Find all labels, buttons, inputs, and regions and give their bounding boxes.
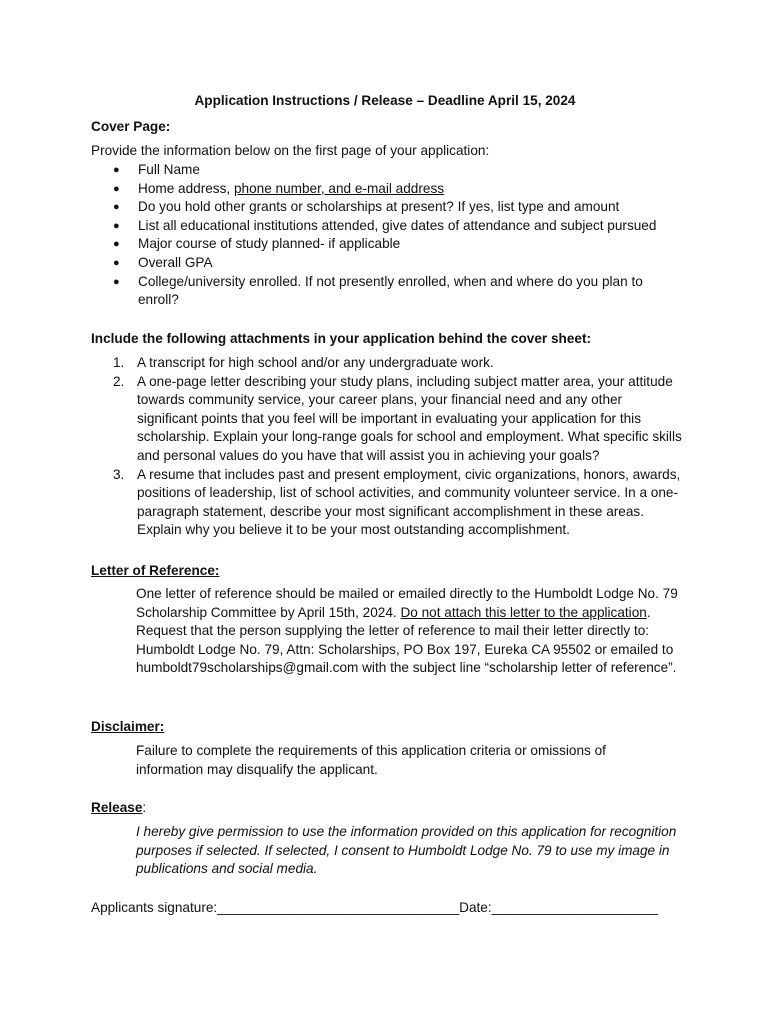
bullet-icon: ● (113, 256, 120, 269)
signature-field[interactable]: ________________________________ (217, 900, 460, 915)
reference-text-continued: . Request that the person supplying the letter of reference to mail their letter directly to: Humboldt Lodge No. 79, Attn: Scholarships, PO Box 197, Eureka CA 95502 or emailed to humboldt79scholarships@gmail.com with the subject line “scholarship letter of reference”. (136, 604, 677, 676)
bullet-text: Full Name (138, 162, 200, 177)
release-heading-colon: : (142, 800, 147, 815)
item-number: 3. (113, 466, 125, 482)
list-item (113, 235, 673, 254)
reference-heading: Letter of Reference: (91, 563, 220, 578)
date-field[interactable]: ______________________ (491, 900, 658, 915)
list-item (113, 373, 685, 466)
disclaimer-heading: Disclaimer: (91, 719, 165, 734)
bullet-text: Overall GPA (138, 254, 213, 270)
item-text: A one-page letter describing your study plans, including subject matter area, your attitude towards community service, your career plans, your financial need and any other significant points that you feel will be important in evaluating your application for this scholarship. Explain your long-range goals for school and employment. What specific skills and personal values do you have that will assist you in achieving your goals? (137, 373, 682, 463)
list-item (113, 273, 673, 310)
bullet-text: Major course of study planned- if applicable (138, 236, 401, 252)
reference-underlined-text: Do not attach this letter to the application (400, 604, 647, 620)
bullet-text: List all educational institutions attended, give dates of attendance and subject pursued (138, 217, 657, 233)
bullet-text: Do you hold other grants or scholarships at present? If yes, list type and amount (138, 199, 620, 215)
date-label: Date: (459, 900, 492, 915)
cover-heading: Cover Page: (91, 119, 171, 134)
release-heading: Release (91, 800, 143, 815)
bullet-text: Home address, (138, 180, 234, 196)
item-number: 2. (113, 373, 125, 389)
list-item (113, 198, 673, 217)
attachments-heading: Include the following attachments in your application behind the cover sheet: (91, 331, 592, 346)
item-text: A transcript for high school and/or any undergraduate work. (137, 355, 494, 370)
bullet-text: College/university enrolled. If not presently enrolled, when and where do you plan to enroll? (138, 273, 643, 308)
list-item (113, 161, 673, 180)
bullet-icon: ● (113, 219, 120, 232)
attachments-list (113, 354, 685, 540)
release-text: I hereby give permission to use the information provided on this application for recognition purposes if selected. If selected, I consent to Humboldt Lodge No. 79 to use my image in publications and social media. (136, 824, 677, 877)
list-item (113, 466, 685, 540)
signature-label: Applicants signature: (91, 900, 218, 915)
reference-paragraph (136, 585, 681, 678)
list-item (113, 217, 673, 236)
bullet-icon: ● (113, 238, 120, 251)
item-number: 1. (113, 355, 125, 370)
release-heading-line (91, 799, 146, 818)
cover-intro: Provide the information below on the first page of your application: (91, 143, 490, 158)
reference-text: One letter of reference should be mailed or emailed directly to the Humboldt Lodge No. 79 Scholarship Committee by April 15th, 2024. (136, 586, 678, 620)
list-item (113, 254, 673, 273)
bullet-icon: ● (113, 201, 120, 214)
cover-bullet-list (113, 161, 673, 310)
signature-line (91, 899, 658, 918)
item-text: A resume that includes past and present employment, civic organizations, honors, awards, positions of leadership, list of school activities, and community volunteer service. In a one-paragraph statement, describe your most significant accomplishment in these areas. Explain why you believe it to be your most outstanding accomplishment. (137, 466, 681, 538)
list-item (113, 180, 673, 199)
bullet-icon: ● (113, 182, 120, 195)
page-title: Application Instructions / Release – Deadline April 15, 2024 (194, 93, 576, 108)
disclaimer-text: Failure to complete the requirements of this application criteria or omissions of information may disqualify the applicant. (136, 743, 606, 777)
bullet-icon: ● (113, 275, 120, 288)
list-item (113, 354, 685, 373)
bullet-icon: ● (113, 164, 120, 176)
bullet-underlined-text: phone number, and e-mail address (233, 180, 445, 196)
